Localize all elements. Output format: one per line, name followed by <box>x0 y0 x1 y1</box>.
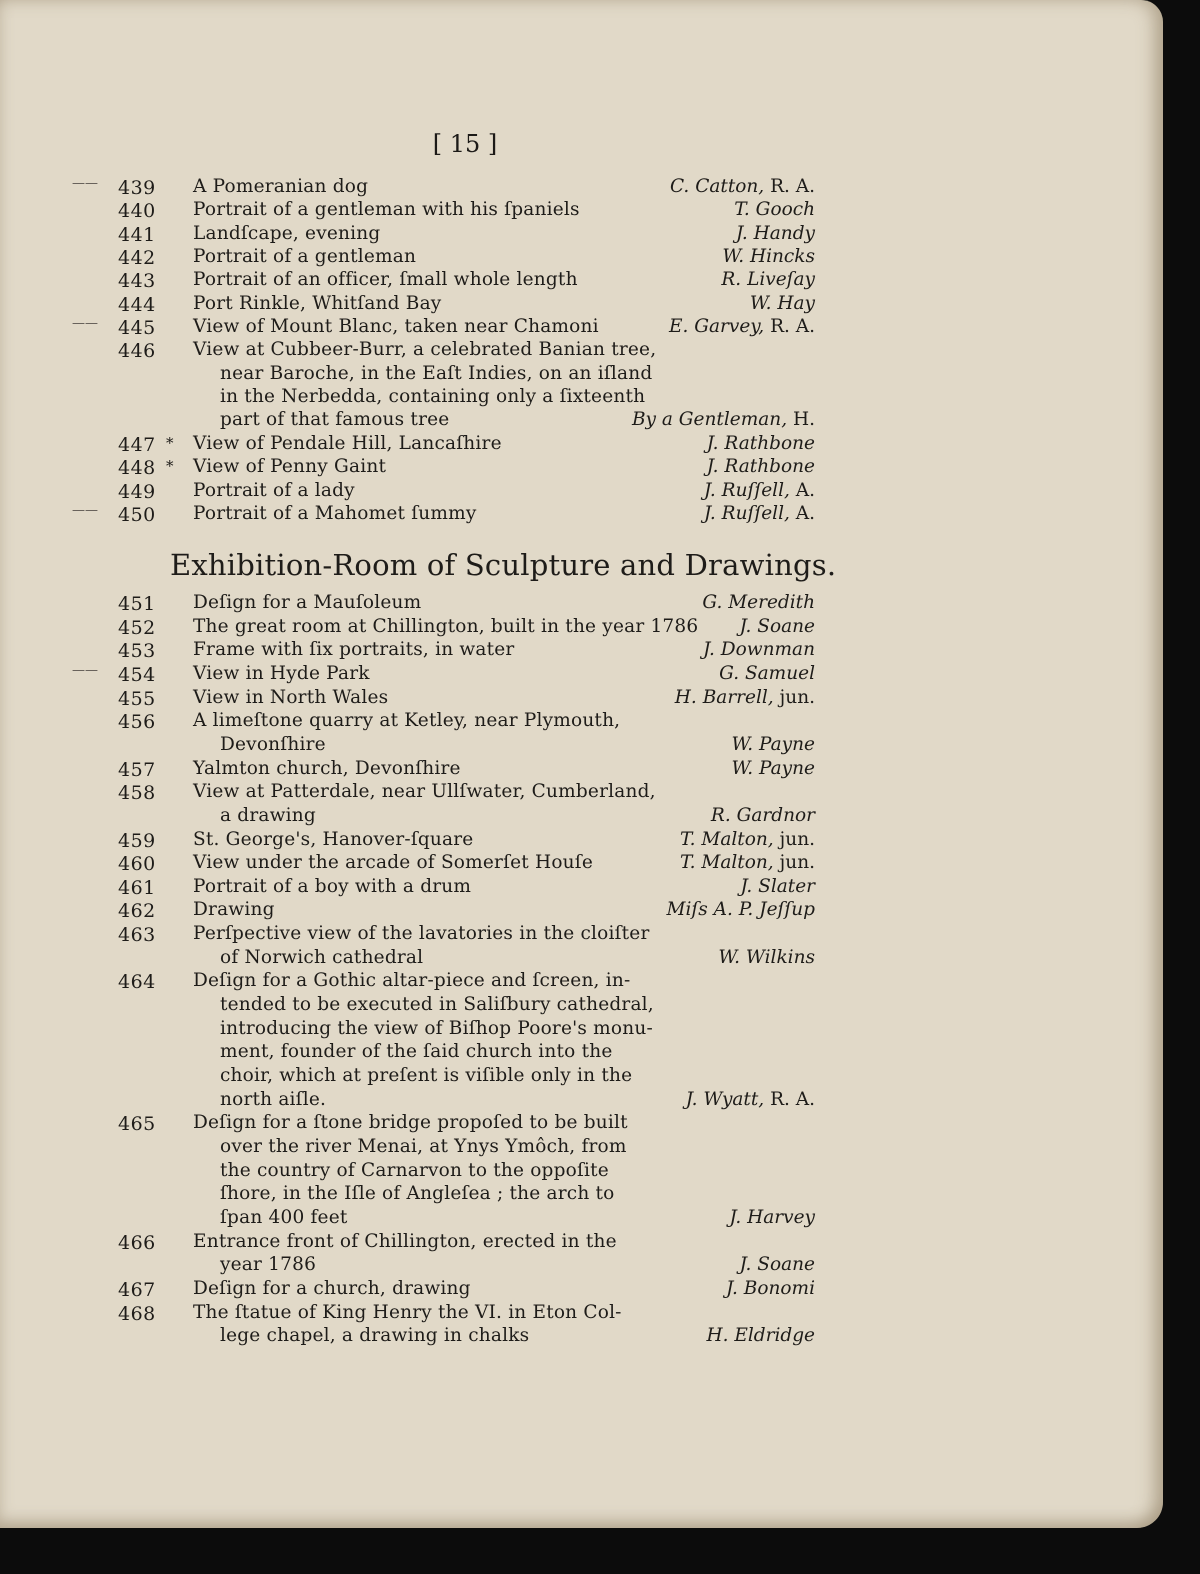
catalogue-entry <box>0 876 1163 900</box>
entry-number: 444 <box>118 293 156 316</box>
entry-artist <box>704 503 815 524</box>
entry-artist <box>667 899 815 920</box>
catalogue-entry <box>0 246 1163 270</box>
entry-title: Frame with ſix portraits, in water <box>193 639 515 661</box>
entry-number: 442 <box>118 247 156 270</box>
entry-title-continuation: north aiſle. <box>220 1088 327 1110</box>
entry-artist <box>703 639 815 660</box>
catalogue-entry <box>0 758 1163 782</box>
entry-artist <box>706 1325 815 1346</box>
artist-name: T. Malton, <box>680 828 774 850</box>
artist-name: J. Ruſſell, <box>703 502 790 524</box>
section-heading: Exhibition-Room of Sculpture and Drawings. <box>170 548 837 582</box>
artist-name: R. Gardnor <box>710 804 815 826</box>
entry-number: 453 <box>118 640 156 663</box>
entry-number: 447 <box>118 433 156 456</box>
artist-suffix: A. <box>789 502 815 524</box>
asterisk-mark: * <box>166 433 174 452</box>
artist-name: W. Wilkins <box>718 946 815 968</box>
artist-suffix: jun. <box>773 828 815 850</box>
entry-artist <box>740 616 815 637</box>
entry-title: A Pomeranian dog <box>193 176 369 197</box>
artist-name: R. Liveſay <box>721 269 815 291</box>
catalogue-entry <box>0 339 1163 431</box>
entry-artist <box>680 852 815 873</box>
entry-number: 460 <box>118 853 156 876</box>
entry-artist <box>711 805 815 826</box>
entry-artist <box>736 223 815 244</box>
artist-name: E. Garvey, <box>668 316 765 338</box>
entry-title: Perſpective view of the lavatories in the cloiſter <box>193 923 650 945</box>
entry-number: 457 <box>118 758 156 781</box>
entry-artist <box>729 1207 815 1228</box>
artist-name: W. Hay <box>749 292 815 314</box>
catalogue-entry <box>0 616 1163 640</box>
catalogue-entry <box>0 781 1163 826</box>
entry-title: Portrait of a boy with a drum <box>193 875 472 897</box>
catalogue-entry <box>0 223 1163 247</box>
entry-number: 451 <box>118 593 156 615</box>
asterisk-mark: * <box>166 457 174 476</box>
entry-title: View under the arcade of Somerſet Houſe <box>193 852 593 874</box>
entry-artist <box>721 269 815 290</box>
entry-artist <box>718 947 815 968</box>
entry-number: 439 <box>118 177 156 199</box>
entry-title-continuation: part of that famous tree <box>220 409 450 431</box>
entry-title: Landſcape, evening <box>193 222 381 244</box>
entry-artist <box>722 246 815 267</box>
entry-artist <box>731 734 815 755</box>
entry-title-continuation: ſhore, in the Iſle of Angleſea ; the arch to <box>220 1183 615 1205</box>
entry-title: Portrait of a gentleman <box>193 246 417 268</box>
entry-number: 448 <box>118 457 156 480</box>
catalogue-entry <box>0 852 1163 876</box>
entry-number: 452 <box>118 616 156 639</box>
entry-title: Portrait of an officer, ſmall whole length <box>193 269 578 291</box>
entry-artist <box>740 1254 815 1275</box>
entry-title-continuation: a drawing <box>220 804 316 826</box>
entry-title: View in North Wales <box>193 686 389 708</box>
artist-suffix: jun. <box>773 852 815 874</box>
entry-artist <box>632 409 815 430</box>
entry-title: Portrait of a gentleman with his ſpaniels <box>193 199 580 221</box>
artist-name: J. Rathbone <box>706 432 815 454</box>
entry-title-continuation: year 1786 <box>220 1254 317 1276</box>
entry-title-continuation: ment, founder of the ſaid church into the <box>220 1041 613 1063</box>
artist-name: W. Hincks <box>722 246 815 268</box>
entry-title-continuation: tended to be executed in Saliſbury cathedral, <box>220 994 654 1016</box>
artist-name: J. Slater <box>740 875 815 897</box>
entry-number: 459 <box>118 829 156 852</box>
entry-title: The great room at Chillington, built in the year 1786 <box>193 615 699 637</box>
catalogue-entry <box>0 1112 1163 1228</box>
artist-name: G. Meredith <box>702 592 815 613</box>
entry-number: 445 <box>118 317 156 340</box>
entry-artist <box>670 176 815 197</box>
entry-title: View in Hyde Park <box>193 662 370 684</box>
catalogue-entry <box>0 899 1163 923</box>
entry-title: Deſign for a Gothic altar-piece and ſcreen, in- <box>193 970 631 992</box>
catalogue-entry <box>0 970 1163 1110</box>
artist-name: Miſs A. P. Jeſſup <box>666 899 815 921</box>
entry-number: 441 <box>118 223 156 246</box>
entry-artist <box>734 199 815 220</box>
entry-title-continuation: in the Nerbedda, containing only a ſixteenth <box>220 386 646 408</box>
artist-name: J. Soane <box>739 615 815 637</box>
artist-name: J. Downman <box>703 639 815 661</box>
artist-name: J. Wyatt, <box>685 1088 765 1110</box>
entry-title-continuation: ſpan 400 feet <box>220 1206 348 1228</box>
margin-dash: —— <box>72 176 98 191</box>
entry-title-continuation: over the river Menai, at Ynys Ymôch, from <box>220 1135 627 1157</box>
artist-name: H. Barrell, <box>674 686 774 708</box>
entry-number: 462 <box>118 900 156 923</box>
artist-name: C. Catton, <box>669 176 765 197</box>
entry-title-continuation: near Baroche, in the Eaſt Indies, on an iſland <box>220 362 653 384</box>
artist-name: W. Payne <box>731 733 815 755</box>
entry-title: Deſign for a church, drawing <box>193 1277 471 1299</box>
entry-artist <box>726 1278 815 1299</box>
entry-title: Drawing <box>193 899 275 921</box>
artist-name: J. Soane <box>739 1254 815 1276</box>
catalogue-entry <box>0 269 1163 293</box>
entry-number: 464 <box>118 971 156 994</box>
entry-artist <box>719 663 815 684</box>
catalogue-entry <box>0 433 1163 457</box>
artist-name: H. Eldridge <box>706 1325 815 1347</box>
entry-title-continuation: choir, which at preſent is viſible only in the <box>220 1064 633 1086</box>
entry-number: 465 <box>118 1113 156 1136</box>
artist-name: J. Bonomi <box>726 1277 815 1299</box>
catalogue-entry <box>0 503 1163 527</box>
entry-title: Yalmton church, Devonſhire <box>193 757 461 779</box>
catalogue-entry <box>0 687 1163 711</box>
margin-dash: —— <box>72 502 98 518</box>
entry-number: 450 <box>118 503 156 526</box>
catalogue-entry <box>0 710 1163 755</box>
catalogue-entry <box>0 1278 1163 1302</box>
artist-name: By a Gentleman, <box>631 409 788 431</box>
entry-number: 455 <box>118 687 156 710</box>
page-number: [ 15 ] <box>432 130 498 158</box>
catalogue-entry <box>0 923 1163 968</box>
artist-suffix: A. <box>789 479 815 501</box>
entry-title-continuation: introducing the view of Biſhop Poore's monu- <box>220 1017 653 1039</box>
entry-number: 466 <box>118 1231 156 1254</box>
entry-number: 463 <box>118 924 156 947</box>
entry-title: View of Pendale Hill, Lancaſhire <box>193 432 502 454</box>
entry-artist <box>702 592 815 613</box>
entry-title: Portrait of a Mahomet ſummy <box>193 502 477 524</box>
entry-number: 440 <box>118 200 156 223</box>
entry-title: Portrait of a lady <box>193 479 355 501</box>
margin-dash: —— <box>72 662 98 678</box>
artist-suffix: R. A. <box>764 176 815 197</box>
artist-suffix: R. A. <box>764 316 815 338</box>
margin-dash: —— <box>72 316 98 332</box>
catalogue-entry <box>0 199 1163 223</box>
artist-suffix: H. <box>787 409 815 431</box>
catalogue-entry <box>0 176 1163 200</box>
entry-title: Deſign for a Mauſoleum <box>193 592 422 613</box>
entry-number: 446 <box>118 340 156 363</box>
artist-name: J. Ruſſell, <box>703 479 790 501</box>
entry-artist <box>707 433 815 454</box>
entry-title-continuation: of Norwich cathedral <box>220 946 424 968</box>
artist-suffix: jun. <box>773 686 815 708</box>
catalogue-entry <box>0 1230 1163 1276</box>
catalogue-entry <box>0 592 1163 616</box>
artist-suffix: R. A. <box>764 1088 815 1110</box>
entry-title: Deſign for a ſtone bridge propoſed to be built <box>193 1112 628 1134</box>
entry-title: View at Cubbeer-Burr, a celebrated Banian tree, <box>193 339 657 361</box>
catalogue-entry <box>0 293 1163 317</box>
entry-number: 443 <box>118 270 156 293</box>
catalogue-entry <box>0 639 1163 663</box>
artist-name: J. Harvey <box>729 1206 815 1228</box>
entry-title: View of Mount Blanc, taken near Chamoni <box>193 316 599 338</box>
entry-number: 468 <box>118 1302 156 1325</box>
entry-title-continuation: Devonſhire <box>220 733 326 755</box>
entry-number: 458 <box>118 782 156 805</box>
entry-title: The ſtatue of King Henry the VI. in Eton Col- <box>193 1301 622 1323</box>
entry-number: 454 <box>118 663 156 686</box>
catalogue-entry <box>0 456 1163 480</box>
entry-artist <box>731 758 815 779</box>
entry-number: 461 <box>118 876 156 899</box>
entry-artist <box>680 829 815 850</box>
entry-title: Port Rinkle, Whitſand Bay <box>193 292 442 314</box>
entry-title: View of Penny Gaint <box>193 456 387 478</box>
entry-artist <box>675 687 815 708</box>
entry-title: St. George's, Hanover-ſquare <box>193 828 474 850</box>
artist-name: J. Handy <box>735 222 815 244</box>
artist-name: T. Gooch <box>734 199 815 221</box>
entry-number: 456 <box>118 711 156 734</box>
catalogue-entry <box>0 663 1163 687</box>
artist-name: T. Malton, <box>680 852 774 874</box>
catalogue-entry <box>0 1301 1163 1347</box>
catalogue-entry <box>0 316 1163 340</box>
entry-artist <box>750 293 815 314</box>
catalogue-entry <box>0 480 1163 504</box>
entry-title: Entrance front of Chillington, erected in the <box>193 1230 617 1252</box>
entry-artist <box>686 1089 815 1110</box>
artist-name: G. Samuel <box>719 662 815 684</box>
entry-title: View at Patterdale, near Ullſwater, Cumberland, <box>193 781 656 803</box>
catalogue-entry <box>0 829 1163 853</box>
entry-artist <box>740 876 815 897</box>
entry-number: 467 <box>118 1278 156 1301</box>
entry-number: 449 <box>118 480 156 503</box>
entry-title-continuation: lege chapel, a drawing in chalks <box>220 1325 530 1347</box>
entry-artist <box>669 316 815 337</box>
entry-title-continuation: the country of Carnarvon to the oppoſite <box>220 1159 609 1181</box>
entry-artist <box>704 480 815 501</box>
artist-name: J. Rathbone <box>706 456 815 478</box>
entry-title: A limeſtone quarry at Ketley, near Plymouth, <box>193 710 621 732</box>
entry-artist <box>707 456 815 477</box>
artist-name: W. Payne <box>731 757 815 779</box>
